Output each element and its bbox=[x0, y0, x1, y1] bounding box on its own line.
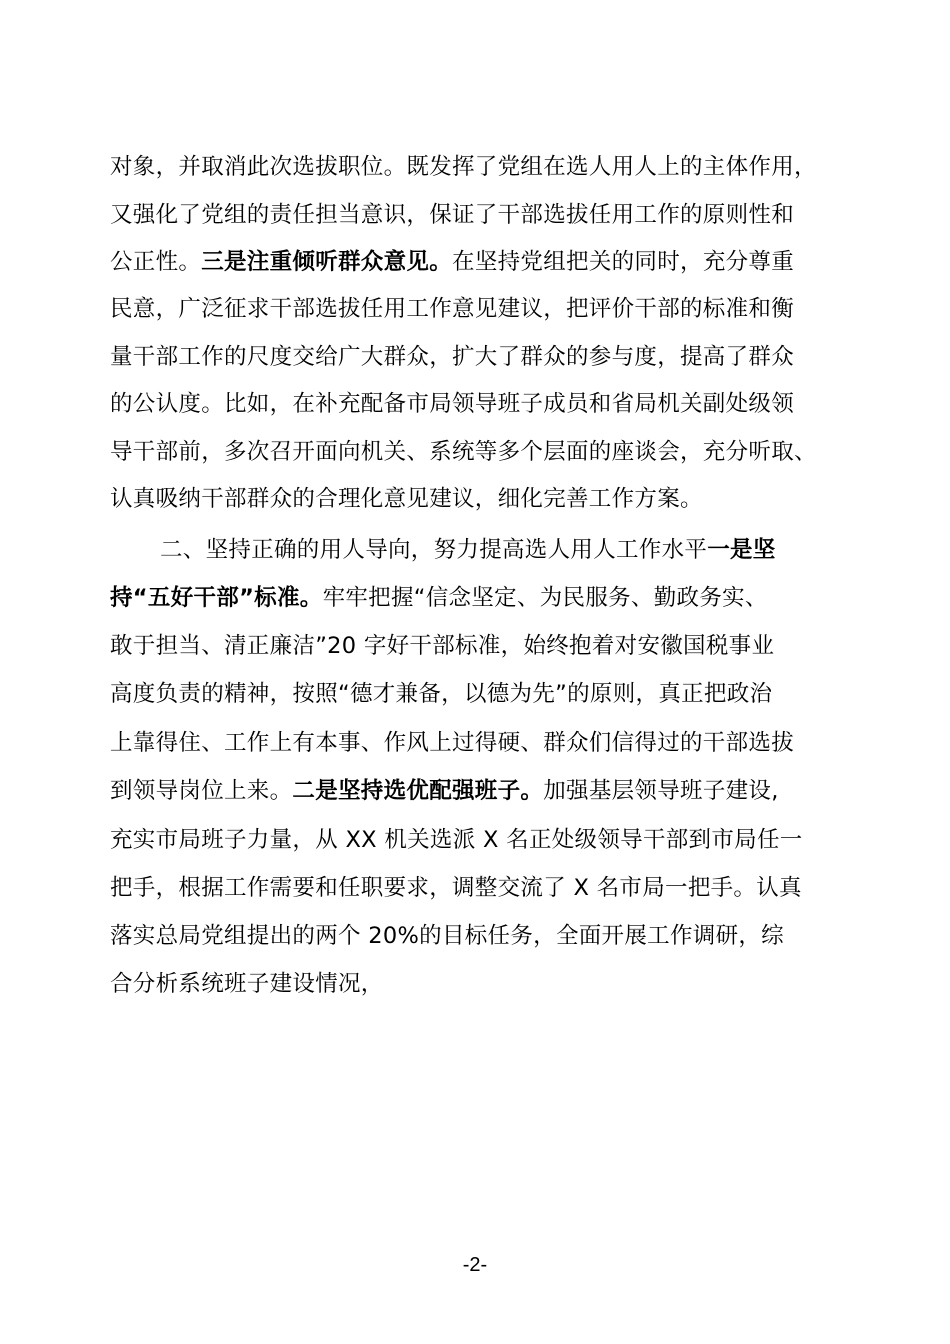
text-line: 导干部前，多次召开面向机关、系统等多个层面的座谈会，充分听取、 bbox=[110, 439, 817, 465]
text-line: 公正性。三是注重倾听群众意见。在坚持党组把关的同时，充分尊重 bbox=[110, 249, 795, 275]
bold-heading: 一是坚 bbox=[707, 537, 776, 563]
text-line: 到领导岗位上来。二是坚持选优配强班子。加强基层领导班子建设, bbox=[110, 778, 779, 804]
text-line: 落实总局党组提出的两个 20%的目标任务，全面开展工作调研，综 bbox=[110, 923, 784, 949]
text-line: 把手，根据工作需要和任职要求，调整交流了 X 名市局一把手。认真 bbox=[110, 875, 802, 901]
text-line: 对象，并取消此次选拔职位。既发挥了党组在选人用人上的主体作用， bbox=[110, 154, 817, 180]
text-line: 合分析系统班子建设情况， bbox=[110, 971, 384, 997]
page-number: -2- bbox=[462, 1254, 488, 1276]
text-line: 高度负责的精神，按照“德才兼备，以德为先”的原则，真正把政治 bbox=[110, 681, 773, 707]
text-line: 的公认度。比如，在补充配备市局领导班子成员和省局机关副处级领 bbox=[110, 391, 795, 417]
text-line: 充实市局班子力量，从 XX 机关选派 X 名正处级领导干部到市局任一 bbox=[110, 827, 803, 853]
text-line: 持“五好干部”标准。牢牢把握“信念坚定、为民服务、勤政务实、 bbox=[110, 585, 768, 611]
text-line: 认真吸纳干部群众的合理化意见建议，细化完善工作方案。 bbox=[110, 486, 703, 512]
bold-heading: 持“五好干部”标准。 bbox=[110, 585, 323, 611]
text-line: 民意，广泛征求干部选拔任用工作意见建议，把评价干部的标准和衡 bbox=[110, 296, 795, 322]
text-line bbox=[160, 536, 776, 564]
text-line: 上靠得住、工作上有本事、作风上过得硬、群众们信得过的干部选拔 bbox=[110, 730, 795, 756]
text-line: 量干部工作的尺度交给广大群众，扩大了群众的参与度，提高了群众 bbox=[110, 344, 795, 370]
bold-heading: 三是注重倾听群众意见。 bbox=[201, 249, 453, 275]
section-heading: 二、坚持正确的用人导向，努力提高选人用人工作水平 bbox=[160, 537, 708, 563]
text-line: 敢于担当、清正廉洁”20 字好干部标准，始终抱着对安徽国税事业 bbox=[110, 633, 775, 659]
text-line: 又强化了党组的责任担当意识，保证了干部选拔任用工作的原则性和 bbox=[110, 202, 795, 228]
bold-heading: 二是坚持选优配强班子。 bbox=[292, 778, 544, 804]
